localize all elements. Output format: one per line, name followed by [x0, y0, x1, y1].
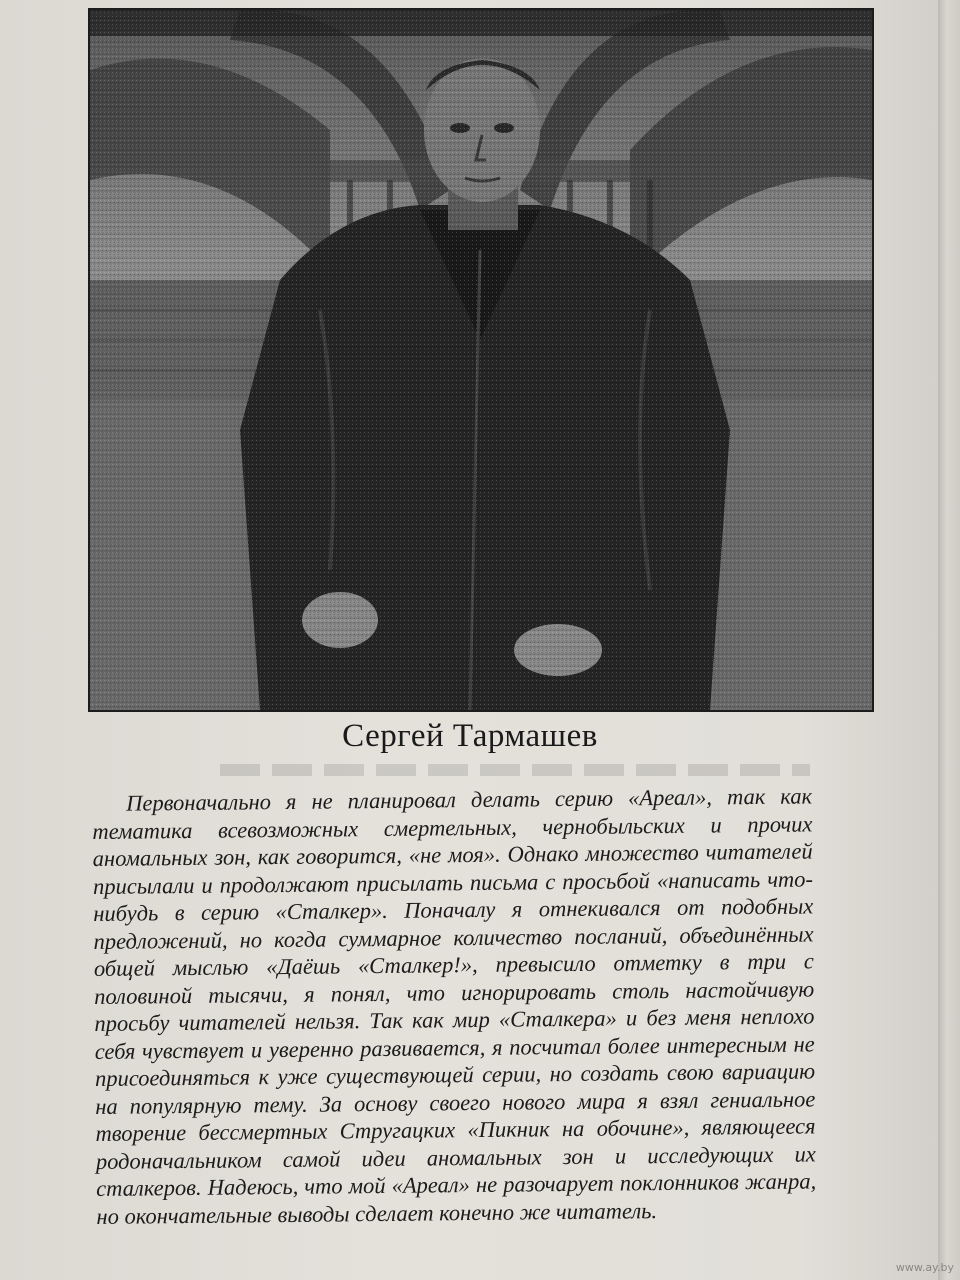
author-photo — [88, 8, 874, 712]
site-watermark: www.ay.by — [895, 1261, 954, 1274]
author-foreword-paragraph: Первоначально я не планировал делать серию «Ареал», так как тематика всевозможных смертельных, чернобыльских и прочих аномальных зон, как говорится, «не моя». Однако множество читателей присылали и продолжают присылать письма с просьбой «написать что-нибудь в серию «Сталкер». Поначалу я отнекивался от подобных предложений, но когда суммарное количество посланий, объединённых общей мыслью «Даёшь «Сталкер!», превысило отметку в три с половиной тысячи, я понял, что игнорировать столь настойчивую просьбу читателей нельзя. Так как мир «Сталкера» и без меня неплохо себя чувствует и уверенно развивается, я посчитал более интересным не присоединяться к уже существующей серии, но создать свою вариацию на популярную тему. За основу своего нового мира я взял гениальное творение бессмертных Стругацких «Пикник на обочине», являющееся родоначальником самой идеи аномальных зон и исследующих их сталкеров. Надеюсь, что мой «Ареал» не разочарует поклонников жанра, но окончательные выводы сделает конечно же читатель. — [92, 783, 817, 1229]
adjacent-page-edge — [938, 0, 960, 1280]
author-name-caption: Сергей Тармашев — [342, 718, 598, 754]
show-through-text — [220, 764, 810, 776]
